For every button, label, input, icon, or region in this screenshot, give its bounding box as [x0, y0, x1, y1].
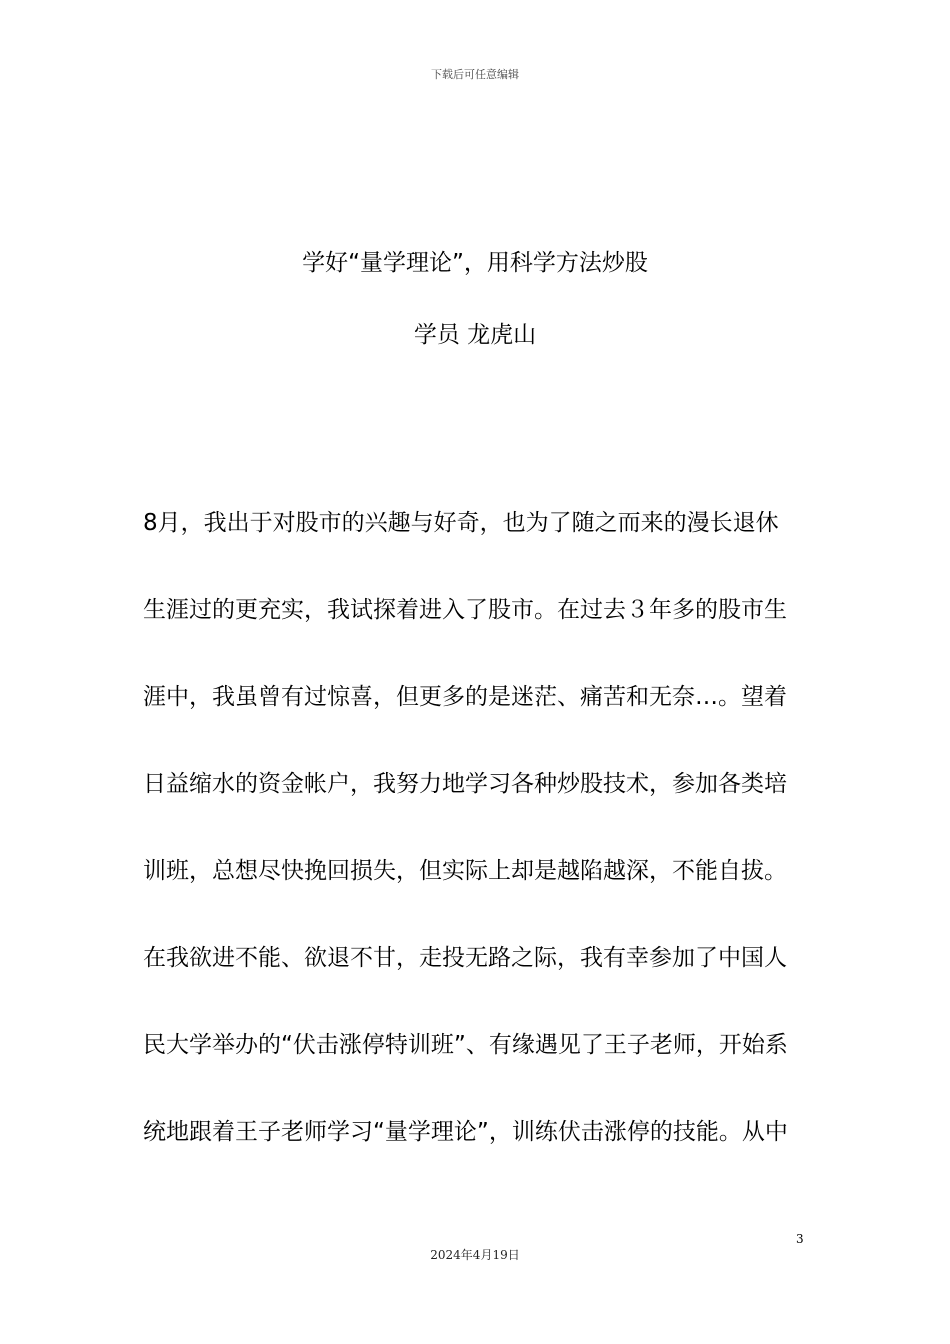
body-line-8: 统地跟着王子老师学习“量学理论”，训练伏击涨停的技能。从中	[143, 1119, 788, 1145]
page-number: 3	[796, 1232, 804, 1246]
body-line-6: 在我欲进不能、欲退不甘，走投无路之际，我有幸参加了中国人	[143, 945, 787, 971]
document-title: 学好“量学理论”，用科学方法炒股	[302, 250, 648, 276]
header-note: 下载后可任意编辑	[431, 68, 519, 81]
body-line-4: 日益缩水的资金帐户，我努力地学习各种炒股技术，参加各类培	[143, 771, 787, 797]
body-line-7: 民大学举办的“伏击涨停特训班”、有缘遇见了王子老师，开始系	[143, 1032, 788, 1058]
body-line-1: 8月，我出于对股市的兴趣与好奇，也为了随之而来的漫长退休	[143, 510, 779, 536]
document-author: 学员 龙虎山	[413, 322, 537, 348]
footer-date: 2024年4月19日	[430, 1248, 520, 1262]
body-line-3: 涯中，我虽曾有过惊喜，但更多的是迷茫、痛苦和无奈…。望着	[143, 684, 787, 710]
body-line-5: 训班，总想尽快挽回损失，但实际上却是越陷越深，不能自拔。	[143, 858, 787, 884]
body-paragraph	[143, 500, 803, 1196]
body-line-2: 生涯过的更充实，我试探着进入了股市。在过去３年多的股市生	[143, 597, 787, 623]
